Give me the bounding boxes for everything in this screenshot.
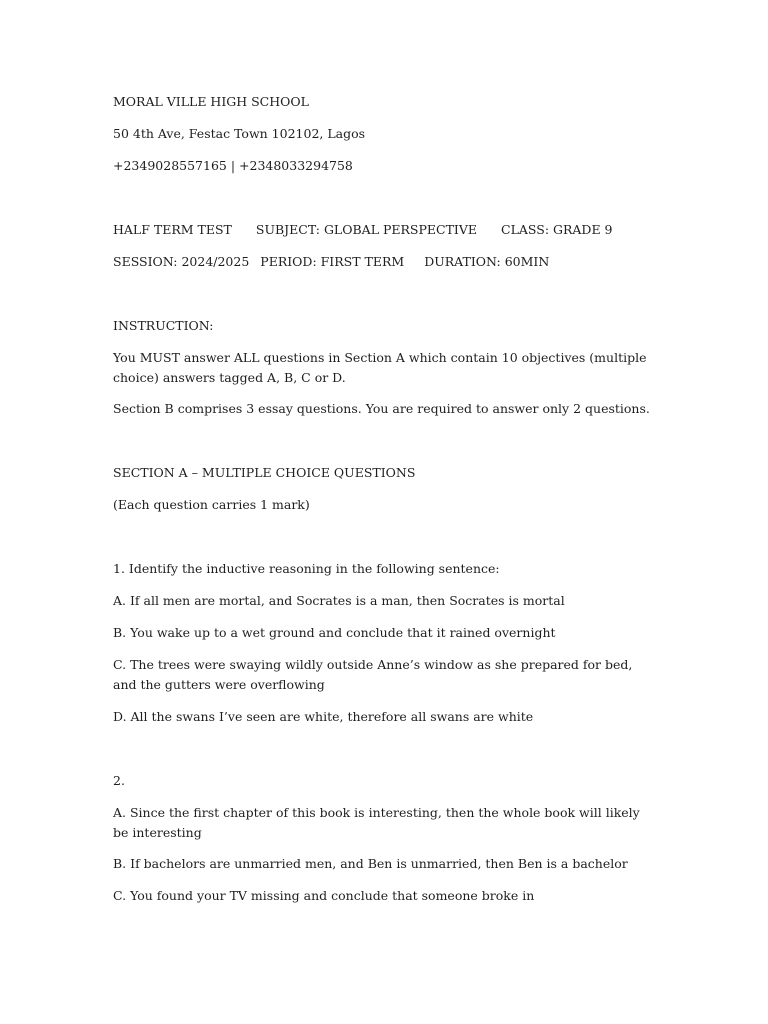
section-a-heading: SECTION A – MULTIPLE CHOICE QUESTIONS <box>113 465 416 480</box>
test-session: SESSION: 2024/2025 <box>113 254 250 269</box>
test-subject: SUBJECT: GLOBAL PERSPECTIVE <box>255 222 478 237</box>
question-1-option-c: C. The trees were swaying wildly outside Anne’s window as she prepared for bed, and the gutters were overflowing <box>113 657 633 692</box>
test-info-row-2 <box>113 252 658 272</box>
question-2-option-c: C. You found your TV missing and conclude that someone broke in <box>113 888 535 903</box>
test-period: PERIOD: FIRST TERM <box>260 254 405 269</box>
test-duration: DURATION: 60MIN <box>424 254 550 269</box>
test-info-row-1 <box>113 220 658 240</box>
question-1-stem: 1. Identify the inductive reasoning in the following sentence: <box>113 561 500 576</box>
question-2-option-b: B. If bachelors are unmarried men, and Ben is unmarried, then Ben is a bachelor <box>113 856 628 871</box>
school-phones: +2349028557165 | +2348033294758 <box>113 158 353 173</box>
section-a-note: (Each question carries 1 mark) <box>113 497 310 512</box>
instruction-heading: INSTRUCTION: <box>113 318 214 333</box>
question-2-stem: 2. <box>113 773 125 788</box>
question-1-option-b: B. You wake up to a wet ground and conclude that it rained overnight <box>113 625 556 640</box>
school-address: 50 4th Ave, Festac Town 102102, Lagos <box>113 126 366 141</box>
test-class: CLASS: GRADE 9 <box>501 222 613 237</box>
question-2-option-a: A. Since the first chapter of this book is interesting, then the whole book will likely be interesting <box>113 805 640 840</box>
school-name: MORAL VILLE HIGH SCHOOL <box>113 94 309 109</box>
instruction-line-2: Section B comprises 3 essay questions. You are required to answer only 2 questions. <box>113 401 650 416</box>
test-type: HALF TERM TEST <box>113 222 232 237</box>
question-1-option-d: D. All the swans I’ve seen are white, therefore all swans are white <box>113 709 534 724</box>
question-1-option-a: A. If all men are mortal, and Socrates is a man, then Socrates is mortal <box>113 593 565 608</box>
instruction-line-1: You MUST answer ALL questions in Section A which contain 10 objectives (multiple choice) answers tagged A, B, C or D. <box>113 350 647 385</box>
